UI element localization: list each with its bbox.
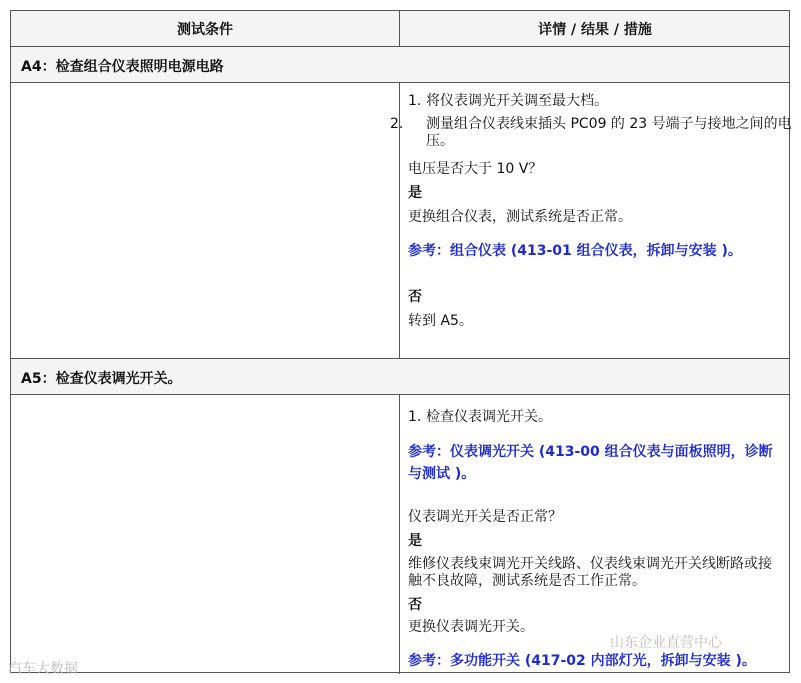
section-a5-header xyxy=(11,359,789,395)
watermark-left: 汽车大数据 xyxy=(8,661,78,677)
section-a4-title: A4：检查组合仪表照明电源电路 xyxy=(21,59,224,75)
section-a4-conditions-cell xyxy=(11,83,400,358)
a4-question: 电压是否大于 10 V？ xyxy=(408,161,543,177)
a5-no-label: 否 xyxy=(408,597,422,613)
a5-step-reference-link[interactable]: 参考：仪表调光开关 (413-00 组合仪表与面板照明，诊断与测试 )。 xyxy=(408,444,773,482)
section-a5-details-cell xyxy=(408,395,788,674)
a5-yes-action: 维修仪表线束调光开关线路、仪表线束调光开关线断路或接触不良故障，测试系统是否工作正常。 xyxy=(408,556,772,589)
a4-step-1: 1. 将仪表调光开关调至最大档。 xyxy=(408,93,608,109)
section-a4-details-cell xyxy=(390,83,792,358)
section-a5-title: A5：检查仪表调光开关。 xyxy=(21,371,182,387)
a4-yes-label: 是 xyxy=(408,185,422,201)
a5-no-reference-link[interactable]: 参考：多功能开关 (417-02 内部灯光，拆卸与安装 )。 xyxy=(408,653,756,669)
a4-no-label: 否 xyxy=(408,289,422,305)
section-a4-body xyxy=(11,83,792,359)
section-a5-conditions-cell xyxy=(11,395,400,674)
a5-no-action: 更换仪表调光开关。 xyxy=(408,619,534,635)
diagnostic-table xyxy=(10,10,790,673)
section-a4-header xyxy=(11,47,789,83)
a5-question: 仪表调光开关是否正常？ xyxy=(408,509,562,525)
a4-step-2: 2. 测量组合仪表线束插头 PC09 的 23 号端子与接地之间的电压。 xyxy=(390,116,792,149)
watermark-right: 山东企业直营中心 xyxy=(610,635,722,651)
table-header xyxy=(11,11,789,47)
a4-no-action: 转到 A5。 xyxy=(408,313,473,329)
a5-step-1: 1. 检查仪表调光开关。 xyxy=(408,409,552,425)
a4-yes-action: 更换组合仪表，测试系统是否正常。 xyxy=(408,209,632,225)
a5-yes-label: 是 xyxy=(408,533,422,549)
a4-yes-reference-link[interactable]: 参考：组合仪表 (413-01 组合仪表，拆卸与安装 )。 xyxy=(408,243,742,259)
header-test-conditions: 测试条件 xyxy=(11,11,400,46)
header-details-results-actions: 详情 / 结果 / 措施 xyxy=(538,21,652,38)
